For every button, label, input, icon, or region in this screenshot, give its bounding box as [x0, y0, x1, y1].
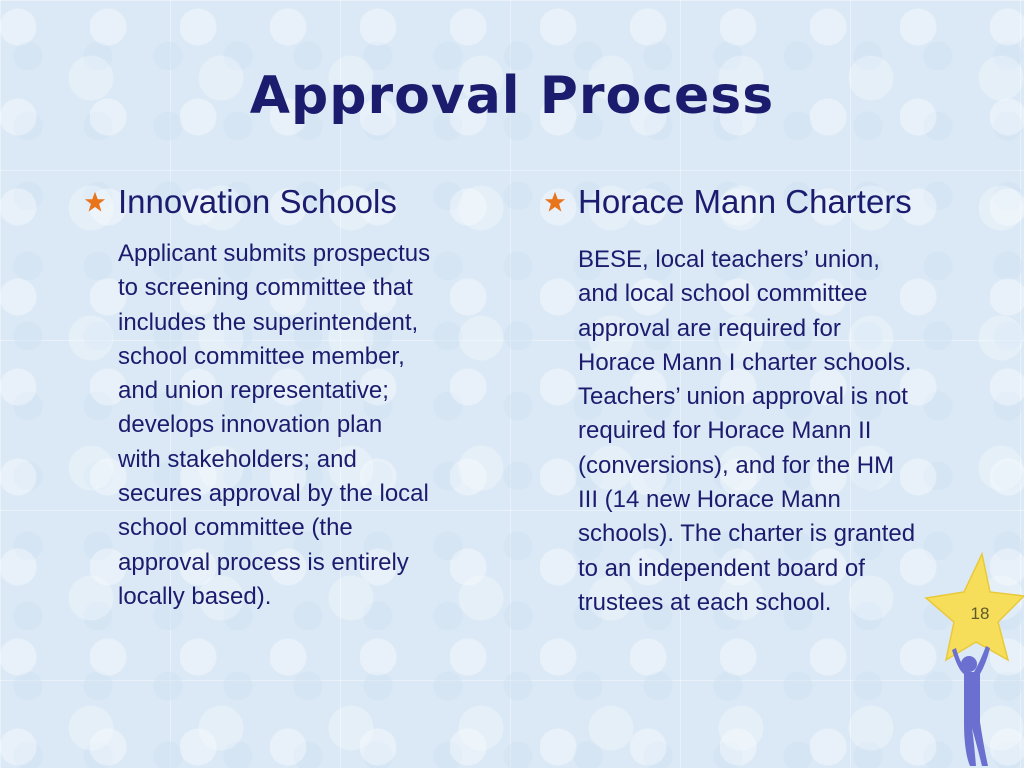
text-line: to screening committee that — [118, 274, 413, 302]
text-line: trustees at each school. — [578, 588, 832, 616]
text-line: school committee member, — [118, 342, 405, 370]
text-line: to an independent board of — [578, 554, 865, 582]
text-line: and union representative; — [118, 377, 389, 405]
horace-mann-heading — [544, 183, 984, 221]
innovation-schools-text — [118, 237, 504, 614]
star-bullet-icon — [544, 191, 566, 213]
text-line: required for Horace Mann II — [578, 417, 872, 445]
text-line: (conversions), and for the HM — [578, 451, 895, 479]
star-bullet-icon — [84, 191, 106, 213]
text-line: Horace Mann I charter schools. — [578, 348, 912, 376]
text-line: BESE, local teachers’ union, — [578, 246, 880, 273]
star-person-icon — [924, 552, 1024, 768]
text-line: and local school committee — [578, 280, 868, 308]
text-line: develops innovation plan — [118, 411, 383, 439]
text-line: approval are required for — [578, 314, 841, 342]
text-line: includes the superintendent, — [118, 308, 419, 336]
text-line: approval process is entirely — [118, 548, 409, 576]
text-line: with stakeholders; and — [118, 445, 357, 473]
innovation-schools-label: Innovation Schools — [118, 183, 397, 220]
text-line: III (14 new Horace Mann — [578, 486, 841, 514]
text-line: Applicant submits prospectus — [118, 240, 431, 267]
text-line: Teachers’ union approval is not — [578, 383, 908, 411]
text-line: school committee (the — [118, 514, 353, 542]
text-line: secures approval by the local — [118, 480, 429, 508]
page-number: 18 — [970, 604, 990, 623]
horace-mann-column — [544, 183, 984, 620]
innovation-schools-heading — [84, 183, 504, 221]
text-line: schools). The charter is granted — [578, 520, 916, 548]
slide-title: Approval Process — [249, 66, 775, 126]
text-line: locally based). — [118, 582, 272, 610]
innovation-schools-column — [84, 183, 504, 614]
horace-mann-label: Horace Mann Charters — [578, 183, 912, 220]
